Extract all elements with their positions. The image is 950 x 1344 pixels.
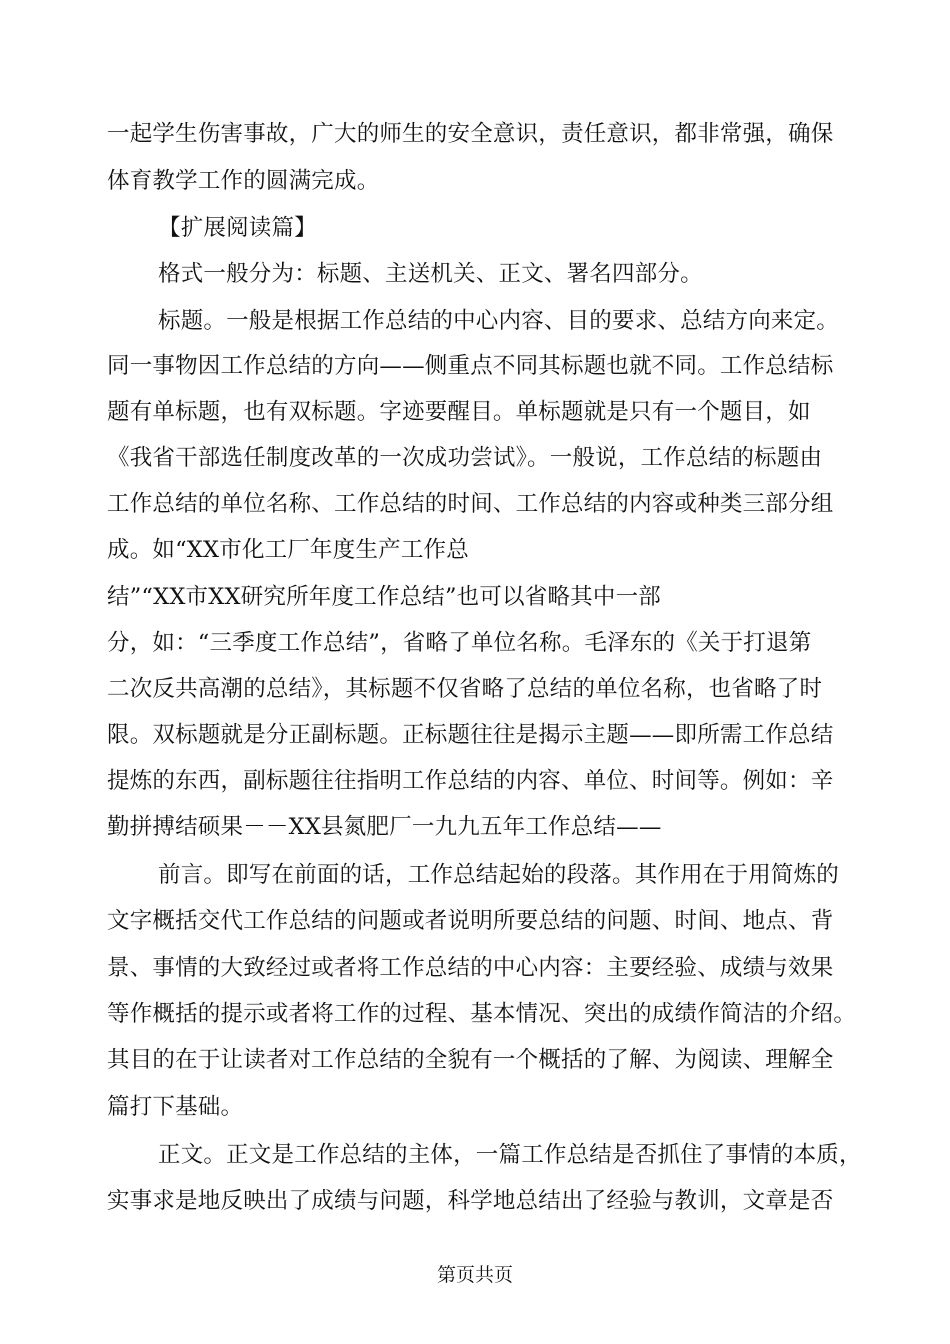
text-line-6: 同一事物因工作总结的方向——侧重点不同其标题也就不同。工作总结标 xyxy=(107,353,834,379)
text-line-1: 一起学生伤害事故，广大的师生的安全意识，责任意识，都非常强，确保 xyxy=(107,121,834,147)
text-line-12: 分，如：“三季度工作总结”，省略了单位名称。毛泽东的《关于打退第 xyxy=(107,630,812,656)
text-line-8: 《我省干部选任制度改革的一次成功尝试》。一般说，工作总结的标题由 xyxy=(107,445,823,471)
text-line-2: 体育教学工作的圆满完成。 xyxy=(107,168,380,194)
text-line-16: 勤拼搏结硕果－－XX县氮肥厂一九九五年工作总结—— xyxy=(107,814,662,840)
page-footer: 第页共页 xyxy=(436,1264,513,1286)
text-line-9: 工作总结的单位名称、工作总结的时间、工作总结的内容或种类三部分组 xyxy=(107,491,834,517)
text-line-17: 前言。即写在前面的话，工作总结起始的段落。其作用在于用简炼的 xyxy=(158,862,840,888)
text-line-19: 景、事情的大致经过或者将工作总结的中心内容：主要经验、成绩与效果 xyxy=(107,955,834,981)
text-line-20: 等作概括的提示或者将工作的过程、基本情况、突出的成绩作简洁的介绍。 xyxy=(107,1001,857,1027)
text-line-21: 其目的在于让读者对工作总结的全貌有一个概括的了解、为阅读、理解全 xyxy=(107,1047,834,1073)
text-line-11: 结”“XX市XX研究所年度工作总结”也可以省略其中一部 xyxy=(107,584,661,610)
text-line-24: 实事求是地反映出了成绩与问题，科学地总结出了经验与教训，文章是否 xyxy=(107,1188,834,1214)
text-line-5: 标题。一般是根据工作总结的中心内容、目的要求、总结方向来定。 xyxy=(158,308,840,334)
section-heading: 【扩展阅读篇】 xyxy=(158,215,317,241)
text-line-7: 题有单标题，也有双标题。字迹要醒目。单标题就是只有一个题目，如 xyxy=(107,399,811,425)
text-line-10: 成。如“XX市化工厂年度生产工作总 xyxy=(107,537,469,563)
text-line-15: 提炼的东西，副标题往往指明工作总结的内容、单位、时间等。例如：辛 xyxy=(107,768,834,794)
text-line-22: 篇打下基础。 xyxy=(107,1094,244,1120)
text-line-18: 文字概括交代工作总结的问题或者说明所要总结的问题、时间、地点、背 xyxy=(107,908,834,934)
text-line-13: 二次反共高潮的总结》，其标题不仅省略了总结的单位名称，也省略了时 xyxy=(107,676,823,702)
text-line-14: 限。双标题就是分正副标题。正标题往往是揭示主题——即所需工作总结 xyxy=(107,722,834,748)
text-line-23: 正文。正文是工作总结的主体，一篇工作总结是否抓住了事情的本质， xyxy=(158,1142,862,1168)
text-line-4: 格式一般分为：标题、主送机关、正文、署名四部分。 xyxy=(158,261,703,287)
